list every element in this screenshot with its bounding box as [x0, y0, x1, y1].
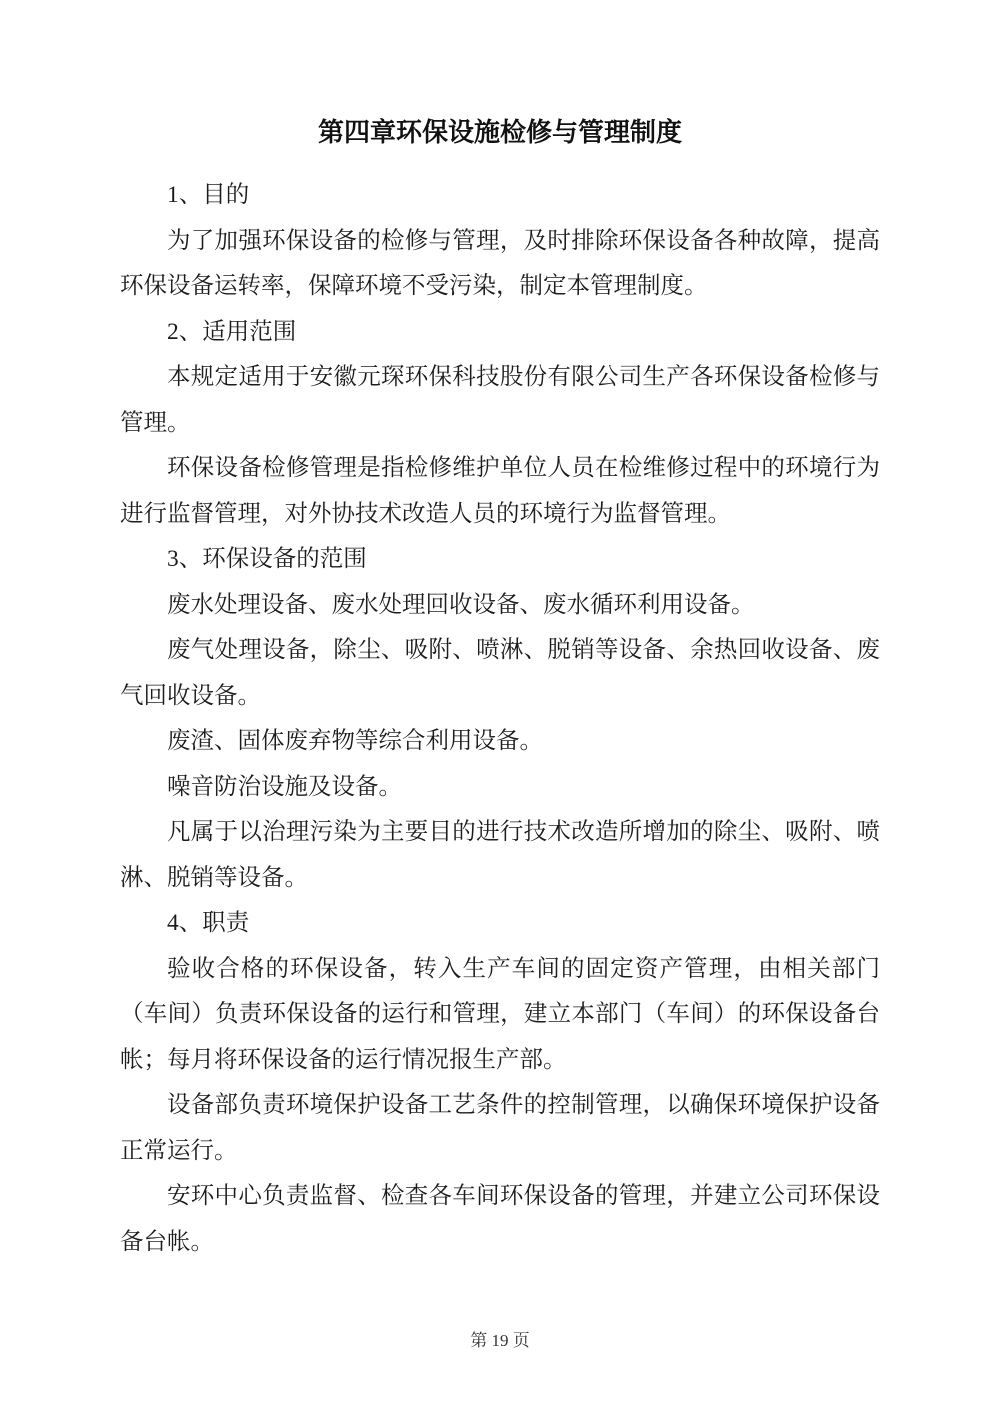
- page-title: 第四章环保设施检修与管理制度: [317, 118, 682, 147]
- paragraph: 安环中心负责监督、检查各车间环保设备的管理，并建立公司环保设备台帐。: [120, 1183, 880, 1255]
- paragraph: 设备部负责环境保护设备工艺条件的控制管理，以确保环境保护设备正常运行。: [120, 1092, 880, 1164]
- page-number: 第 19 页: [470, 1331, 530, 1350]
- paragraph: 本规定适用于安徽元琛环保科技股份有限公司生产各环保设备检修与管理。: [120, 364, 880, 436]
- paragraph: 废渣、固体废弃物等综合利用设备。: [167, 728, 543, 754]
- paragraph: 凡属于以治理污染为主要目的进行技术改造所增加的除尘、吸附、喷淋、脱销等设备。: [120, 819, 880, 891]
- paragraph: 环保设备检修管理是指检修维护单位人员在检维修过程中的环境行为进行监督管理，对外协技术改造人员的环境行为监督管理。: [120, 455, 880, 527]
- section-heading: 3、环保设备的范围: [167, 546, 367, 572]
- paragraph: 废水处理设备、废水处理回收设备、废水循环利用设备。: [167, 591, 755, 618]
- section-heading: 4、职责: [167, 910, 250, 936]
- paragraph: 为了加强环保设备的检修与管理，及时排除环保设备各种故障，提高环保设备运转率，保障环境不受污染，制定本管理制度。: [120, 227, 880, 299]
- paragraph: 噪音防治设施及设备。: [167, 773, 402, 800]
- section-heading: 1、目的: [167, 182, 250, 208]
- paragraph: 验收合格的环保设备，转入生产车间的固定资产管理，由相关部门（车间）负责环保设备的运行和管理，建立本部门（车间）的环保设备台帐；每月将环保设备的运行情况报生产部。: [120, 955, 880, 1073]
- paragraph: 废气处理设备，除尘、吸附、喷淋、脱销等设备、余热回收设备、废气回收设备。: [120, 637, 880, 709]
- section-heading: 2、适用范围: [167, 318, 297, 345]
- document-body: [120, 173, 880, 1265]
